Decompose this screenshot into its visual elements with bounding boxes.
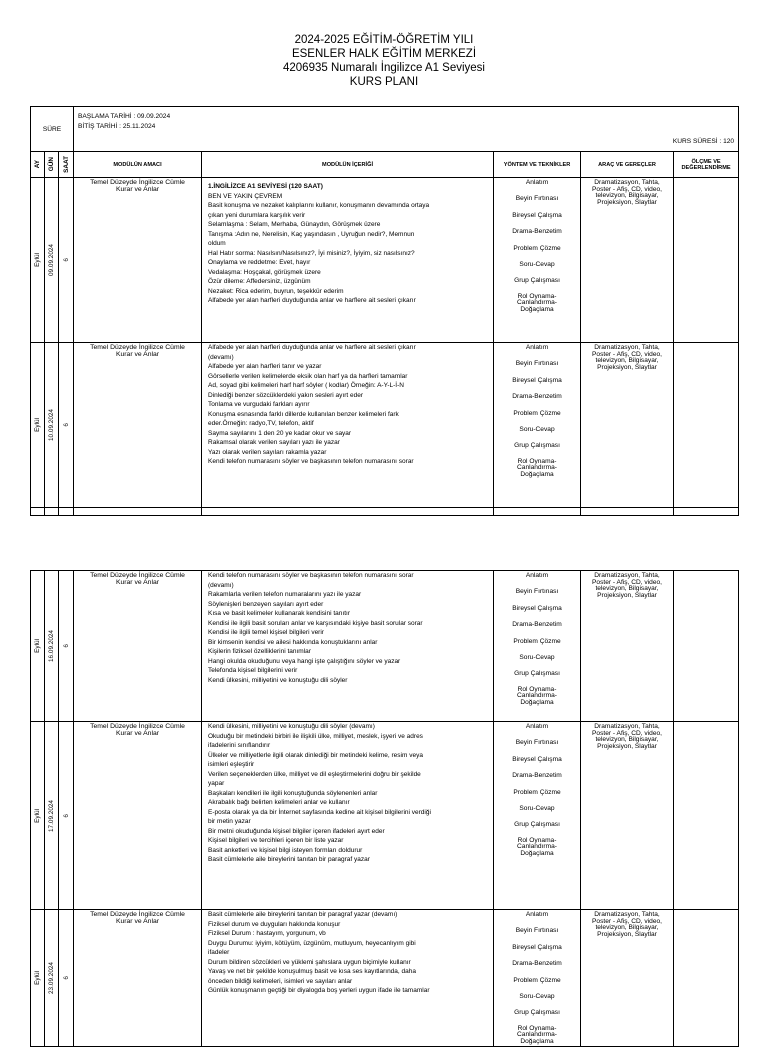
tool-line: televizyon, Bilgisayar,	[595, 357, 659, 365]
title-line-4: KURS PLANI	[349, 76, 419, 88]
method-item-line: Doğaçlama	[520, 470, 554, 478]
tool-line: Poster - Afiş, CD, video,	[592, 578, 662, 586]
col-saat: SAAT	[59, 152, 74, 178]
content-line: Sayma sayılarını 1 den 20 ye kadar okur ve sayar	[208, 429, 352, 437]
methods-cell	[494, 178, 581, 343]
method-item-line: Rol Oynama-	[517, 1024, 557, 1032]
plan-row	[31, 910, 739, 1047]
module-content	[202, 722, 494, 910]
plan-row	[31, 178, 739, 343]
date-cell	[45, 178, 59, 343]
hours-cell-text: 6	[62, 258, 70, 262]
tool-line: televizyon, Bilgisayar,	[595, 736, 659, 744]
purpose-line-1: Temel Düzeyde İngilizce Cümle	[90, 179, 185, 186]
assessment-cell	[674, 178, 739, 343]
module-purpose	[74, 722, 202, 910]
methods-cell	[494, 571, 581, 722]
title-line-3: 4206935 Numaralı İngilizce A1 Seviyesi	[282, 62, 485, 74]
method-item: Drama-Benzetim	[512, 228, 562, 236]
date-cell	[45, 571, 59, 722]
assessment-cell	[674, 571, 739, 722]
hours-cell-text: 6	[62, 423, 70, 427]
month-cell	[31, 910, 45, 1047]
content-line: yapar	[208, 780, 225, 787]
content-line: Fiziksel Durum : hastayım, yorgunum, vb	[208, 930, 326, 937]
tool-line: televizyon, Bilgisayar,	[595, 585, 659, 593]
content-line: Verilen seçeneklerden ülke, milliyet ve dil eşleştirmelerini doğru bir şekilde	[208, 770, 421, 778]
content-line: Kendi ülkesini, milliyetini ve konuştuğu dili söyler (devamı)	[208, 723, 375, 730]
sure-label: SÜRE	[31, 107, 74, 152]
content-line: Rakamlarla verilen telefon numaralarını yazı ile yazar	[208, 591, 362, 598]
date-cell	[45, 343, 59, 508]
tool-line: Projeksiyon, Slaytlar	[597, 742, 657, 750]
tool-line: televizyon, Bilgisayar,	[595, 192, 659, 200]
plan-table-1	[30, 106, 739, 516]
module-content	[202, 343, 494, 508]
col-olcme: ÖLÇME VE DEĞERLENDİRME	[674, 152, 739, 178]
module-purpose	[74, 910, 202, 1047]
content-line: Nezaket: Rica ederim, buyrun, teşekkür ederim	[208, 287, 344, 295]
content-line: Basit cümlelerle aile bireylerini tanıtan bir paragraf yazar	[208, 856, 370, 863]
content-line: Görsellerle verilen kelimelerde eksik olan harf ya da harfleri tamamlar	[208, 372, 408, 380]
method-item: Bireysel Çalışma	[512, 604, 562, 612]
method-item: Anlatım	[525, 723, 549, 730]
purpose-line-1: Temel Düzeyde İngilizce Cümle	[90, 344, 185, 351]
tool-line: Projeksiyon, Slaytlar	[597, 363, 657, 371]
method-item	[494, 294, 580, 314]
method-item: Soru-Cevap	[519, 260, 555, 268]
content-line: Selamlaşma : Selam, Merhaba, Günaydın, Görüşmek üzere	[208, 221, 381, 228]
col-gun: GÜN	[45, 152, 59, 178]
method-item: Anlatım	[525, 911, 549, 918]
date-cell-text: 16.09.2024	[48, 630, 55, 662]
content-line: Kendi telefon numarasını söyler ve başkasının telefon numarasını sorar	[208, 458, 414, 465]
content-line: Kişilerin fiziksel özelliklerini tanımlar	[208, 648, 311, 655]
content-line: Basit konuşma ve nezaket kalıplarını kullanır, konuşmanın devamında ortaya	[208, 202, 430, 209]
hours-cell	[59, 343, 74, 508]
method-item: Problem Çözme	[513, 976, 561, 984]
content-line: Başkaları kendileri ile ilgili konuştuğunda söylenenleri anlar	[208, 789, 378, 797]
content-line: Özür dileme: Affedersiniz, üzgünüm	[208, 278, 311, 285]
purpose-line-1: Temel Düzeyde İngilizce Cümle	[90, 911, 185, 918]
content-line: Okuduğu bir metindeki birbiri ile ilişkili ülke, milliyet, meslek, işyeri ve adres	[208, 732, 423, 740]
content-line: E-posta olarak ya da bir İnternet sayfasında kedine ait kişisel bilgilerini verdiği	[208, 808, 431, 816]
content-line: Dinlediği benzer sözcüklerdeki yakın sesleri ayırt eder	[208, 391, 364, 399]
content-line: Ülkeler ve milliyetlerle ilgili olarak dinlediği bir metindeki kelime, resim veya	[208, 751, 423, 759]
method-item: Grup Çalışması	[514, 670, 560, 678]
content-line: bir metin yazar	[208, 818, 251, 825]
blank-cell	[202, 508, 494, 516]
plan-table-2	[30, 570, 739, 1047]
content-line: Konuşma esnasında farklı dillerde kullanılan benzer kelimeleri fark	[208, 410, 399, 418]
purpose-line-2: Kurar ve Anlar	[115, 730, 160, 738]
module-content	[202, 178, 494, 343]
content-line: Rakamsal olarak verilen sayıları yazı ile yazar	[208, 439, 340, 446]
blank-cell	[674, 508, 739, 516]
document-title	[0, 33, 768, 89]
method-item-line: Canlandırma-	[517, 1031, 557, 1039]
content-line: Onaylama ve reddetme: Evet, hayır	[208, 259, 311, 266]
tool-line: Dramatizasyon, Tahta,	[594, 344, 660, 351]
plan-row	[31, 343, 739, 508]
method-item: Grup Çalışması	[514, 442, 560, 450]
method-item: Soru-Cevap	[519, 804, 555, 812]
method-item	[494, 687, 580, 707]
content-line: ifadelerini sınıflandırır	[208, 742, 271, 749]
date-info	[74, 107, 739, 152]
assessment-cell	[674, 722, 739, 910]
method-item: Anlatım	[525, 179, 549, 186]
content-line: BEN VE YAKIN ÇEVREM	[208, 192, 283, 200]
hours-cell-text: 6	[62, 975, 70, 980]
method-item: Grup Çalışması	[514, 1009, 560, 1017]
method-item: Problem Çözme	[513, 409, 561, 417]
course-duration: KURS SÜRESİ : 120	[672, 138, 735, 145]
content-line: (devamı)	[208, 581, 234, 589]
purpose-line-2: Kurar ve Anlar	[115, 351, 160, 359]
content-line: isimleri eşleştirir	[208, 761, 255, 768]
method-item-line: Canlandırma-	[517, 692, 557, 700]
tools-cell	[581, 571, 674, 722]
content-line: Kendisi ile ilgili temel kişisel bilgileri verir	[208, 629, 324, 636]
method-item: Beyin Fırtınası	[515, 588, 559, 596]
purpose-line-2: Kurar ve Anlar	[115, 186, 160, 194]
method-item-line: Rol Oynama-	[517, 457, 557, 465]
tools-cell	[581, 178, 674, 343]
content-line: eder.Örneğin: radyo,TV, telefon, aktif	[208, 420, 314, 427]
module-purpose	[74, 343, 202, 508]
module-purpose	[74, 178, 202, 343]
method-item: Soru-Cevap	[519, 425, 555, 433]
hours-cell	[59, 571, 74, 722]
method-item: Problem Çözme	[513, 788, 561, 796]
method-item: Soru-Cevap	[519, 992, 555, 1000]
content-line: Tanışma :Adın ne, Nerelisin, Kaç yaşındasın , Uyruğun nedir?, Memnun	[208, 230, 415, 238]
month-cell	[31, 571, 45, 722]
content-line: 1.İNGİLİZCE A1 SEVİYESİ (120 SAAT)	[208, 183, 323, 190]
start-date: BAŞLAMA TARİHİ : 09.09.2024	[78, 113, 171, 120]
method-item-line: Doğaçlama	[520, 305, 554, 313]
tool-line: Poster - Afiş, CD, video,	[592, 917, 662, 925]
tool-line: Projeksiyon, Slaytlar	[597, 930, 657, 938]
method-item-line: Doğaçlama	[520, 1037, 554, 1045]
content-line: Alfabede yer alan harfleri duyduğunda anlar ve harflere ait sesleri çıkarır	[208, 297, 416, 304]
method-item: Bireysel Çalışma	[512, 211, 562, 219]
content-line: Kişisel bilgileri ve tercihleri içeren bir liste yazar	[208, 837, 344, 844]
date-cell-text: 09.09.2024	[48, 244, 55, 276]
col-ay: AY	[31, 152, 45, 178]
tools-cell	[581, 722, 674, 910]
method-item-line: Canlandırma-	[517, 843, 557, 851]
content-line: Kendi telefon numarasını söyler ve başkasının telefon numarasını sorar	[208, 572, 414, 579]
content-line: Yazı olarak verilen sayıları rakamla yazar	[208, 448, 327, 456]
method-item	[494, 459, 580, 479]
content-line: Ad, soyad gibi kelimeleri harf harf söyler ( kodlar) Örneğin: A-Y-L-İ-N	[208, 382, 404, 389]
title-line-1: 2024-2025 EĞİTİM-ÖĞRETİM YILI	[294, 34, 474, 46]
method-item: Grup Çalışması	[514, 277, 560, 285]
tool-line: Poster - Afiş, CD, video,	[592, 729, 662, 737]
col-icerik: MODÜLÜN İÇERİĞİ	[202, 152, 494, 178]
tools-cell	[581, 910, 674, 1047]
content-line: Kendi ülkesini, milliyetini ve konuştuğu dili söyler	[208, 676, 348, 684]
method-item: Problem Çözme	[513, 244, 561, 252]
title-line-2: ESENLER HALK EĞİTİM MERKEZİ	[291, 48, 477, 60]
method-item: Problem Çözme	[513, 637, 561, 645]
method-item	[494, 838, 580, 858]
date-cell	[45, 910, 59, 1047]
course-info-row	[31, 107, 739, 152]
blank-cell	[59, 508, 74, 516]
content-line: Yavaş ve net bir şekilde konuşulmuş basit ve kısa ses kayıtlarında, daha	[208, 968, 416, 975]
end-date: BİTİŞ TARİHİ : 25.11.2024	[78, 123, 156, 130]
month-cell	[31, 722, 45, 910]
method-item-line: Canlandırma-	[517, 464, 557, 472]
method-item: Beyin Fırtınası	[515, 195, 559, 203]
plan-row	[31, 571, 739, 722]
content-line: Bir kimsenin kendisi ve ailesi hakkında konuştuklarını anlar	[208, 638, 378, 646]
content-line: Alfabede yer alan harfleri duyduğunda anlar ve harflere ait sesleri çıkarır	[208, 344, 416, 351]
date-cell-text: 17.09.2024	[48, 799, 55, 832]
content-line: Hal Hatır sorma: Nasılsın/Nasılsınız?, İyi misiniz?, İyiyim, siz nasılsınız?	[208, 249, 415, 257]
method-item: Anlatım	[525, 572, 549, 579]
col-arac: ARAÇ VE GEREÇLER	[581, 152, 674, 178]
month-cell-text: Eylül	[34, 639, 41, 653]
content-line: Vedalaşma: Hoşçakal, görüşmek üzere	[208, 268, 321, 276]
methods-cell	[494, 910, 581, 1047]
method-item-line: Rol Oynama-	[517, 685, 557, 693]
tool-line: Poster - Afiş, CD, video,	[592, 185, 663, 193]
tool-line: Dramatizasyon, Tahta,	[594, 911, 660, 918]
tool-line: Poster - Afiş, CD, video,	[592, 350, 663, 358]
month-cell-text: Eylül	[34, 418, 41, 432]
content-line: Bir metni okuduğunda kişisel bilgiler içeren ifadeleri ayırt eder	[208, 827, 385, 835]
content-line: ifadeler	[208, 949, 230, 956]
month-cell-text: Eylül	[34, 970, 41, 985]
month-cell	[31, 343, 45, 508]
content-line: önceden bildiği kelimeleri, isimleri ve sayıları anlar	[208, 977, 353, 985]
content-line: Hangi okulda okuduğunu veya hangi işte çalıştığını söyler ve yazar	[208, 657, 401, 665]
purpose-line-1: Temel Düzeyde İngilizce Cümle	[90, 723, 185, 730]
tool-line: Projeksiyon, Slaytlar	[597, 198, 657, 206]
content-line: Telefonda kişisel bilgilerini verir	[208, 667, 298, 674]
method-item: Bireysel Çalışma	[512, 943, 562, 951]
methods-cell	[494, 722, 581, 910]
date-cell-text: 23.09.2024	[48, 961, 55, 994]
tool-line: Dramatizasyon, Tahta,	[594, 179, 660, 186]
content-line: Kendisi ile ilgili basit soruları anlar ve karşısındaki kişiye basit sorular sorar	[208, 619, 423, 627]
content-line: Söylenişleri benzeyen sayıları ayırt eder	[208, 600, 324, 608]
blank-cell	[581, 508, 674, 516]
method-item-line: Doğaçlama	[520, 849, 554, 857]
methods-cell	[494, 343, 581, 508]
method-item: Drama-Benzetim	[512, 960, 562, 968]
content-line: Kısa ve basit kelimeler kullanarak kendisini tanıtır	[208, 610, 350, 617]
method-item: Anlatım	[525, 344, 549, 351]
month-cell-text: Eylül	[34, 253, 41, 267]
month-cell-text: Eylül	[34, 808, 41, 823]
assessment-cell	[674, 910, 739, 1047]
col-yontem: YÖNTEM VE TEKNİKLER	[494, 152, 581, 178]
content-line: Günlük konuşmanın geçtiği bir diyalogda boş yerleri uygun ifade ile tamamlar	[208, 987, 430, 994]
content-line: çıkan yeni durumlara karşılık verir	[208, 211, 306, 219]
method-item: Drama-Benzetim	[512, 393, 562, 401]
method-item-line: Rol Oynama-	[517, 292, 557, 300]
module-purpose	[74, 571, 202, 722]
col-amac: MODÜLÜN AMACI	[74, 152, 202, 178]
column-header-row	[31, 152, 739, 178]
method-item: Grup Çalışması	[514, 821, 560, 829]
content-line: (devamı)	[208, 353, 234, 361]
date-cell-text: 10.09.2024	[48, 409, 55, 441]
method-item: Drama-Benzetim	[512, 621, 562, 629]
method-item: Soru-Cevap	[519, 653, 555, 661]
content-line: Basit cümlelerle aile bireylerini tanıtan bir paragraf yazar (devamı)	[208, 911, 398, 918]
content-line: Akrabalık bağı belirten kelimeleri anlar ve kullanır	[208, 799, 350, 806]
tool-line: televizyon, Bilgisayar,	[595, 924, 659, 932]
method-item-line: Rol Oynama-	[517, 836, 557, 844]
assessment-cell	[674, 343, 739, 508]
method-item	[494, 1026, 580, 1046]
hours-cell	[59, 910, 74, 1047]
method-item: Bireysel Çalışma	[512, 376, 562, 384]
method-item-line: Doğaçlama	[520, 698, 554, 706]
purpose-line-1: Temel Düzeyde İngilizce Cümle	[90, 572, 185, 579]
tool-line: Projeksiyon, Slaytlar	[597, 591, 657, 599]
blank-cell	[74, 508, 202, 516]
purpose-line-2: Kurar ve Anlar	[115, 579, 160, 587]
module-content	[202, 571, 494, 722]
method-item: Beyin Fırtınası	[515, 360, 559, 368]
content-line: Tonlama ve vurgudaki farkları ayırır	[208, 401, 310, 408]
content-line: Fiziksel durum ve duyguları hakkında konuşur	[208, 920, 341, 928]
method-item: Beyin Fırtınası	[515, 739, 559, 747]
blank-cell	[494, 508, 581, 516]
method-item: Bireysel Çalışma	[512, 755, 562, 763]
content-line: Durum bildiren sözcükleri ve yüklemi şahıslara uygun biçimiyle kullanır	[208, 958, 411, 966]
tool-line: Dramatizasyon, Tahta,	[594, 572, 660, 579]
tools-cell	[581, 343, 674, 508]
content-line: oldum	[208, 240, 226, 247]
method-item: Beyin Fırtınası	[515, 927, 559, 935]
hours-cell-text: 6	[62, 644, 70, 648]
method-item-line: Canlandırma-	[517, 299, 557, 307]
date-cell	[45, 722, 59, 910]
hours-cell-text: 6	[62, 813, 70, 818]
hours-cell	[59, 722, 74, 910]
content-line: Duygu Durumu: iyiyim, kötüyüm, üzgünüm, mutluyum, heyecanlıyım gibi	[208, 939, 416, 947]
hours-cell	[59, 178, 74, 343]
content-line: Basit anketleri ve kişisel bilgi isteyen formları doldurur	[208, 846, 363, 854]
blank-cell	[45, 508, 59, 516]
content-line: Alfabede yer alan harfleri tanır ve yazar	[208, 363, 322, 370]
blank-cell	[31, 508, 45, 516]
blank-row	[31, 508, 739, 516]
tool-line: Dramatizasyon, Tahta,	[594, 723, 660, 730]
method-item: Drama-Benzetim	[512, 772, 562, 780]
module-content	[202, 910, 494, 1047]
purpose-line-2: Kurar ve Anlar	[115, 918, 160, 926]
month-cell	[31, 178, 45, 343]
plan-row	[31, 722, 739, 910]
